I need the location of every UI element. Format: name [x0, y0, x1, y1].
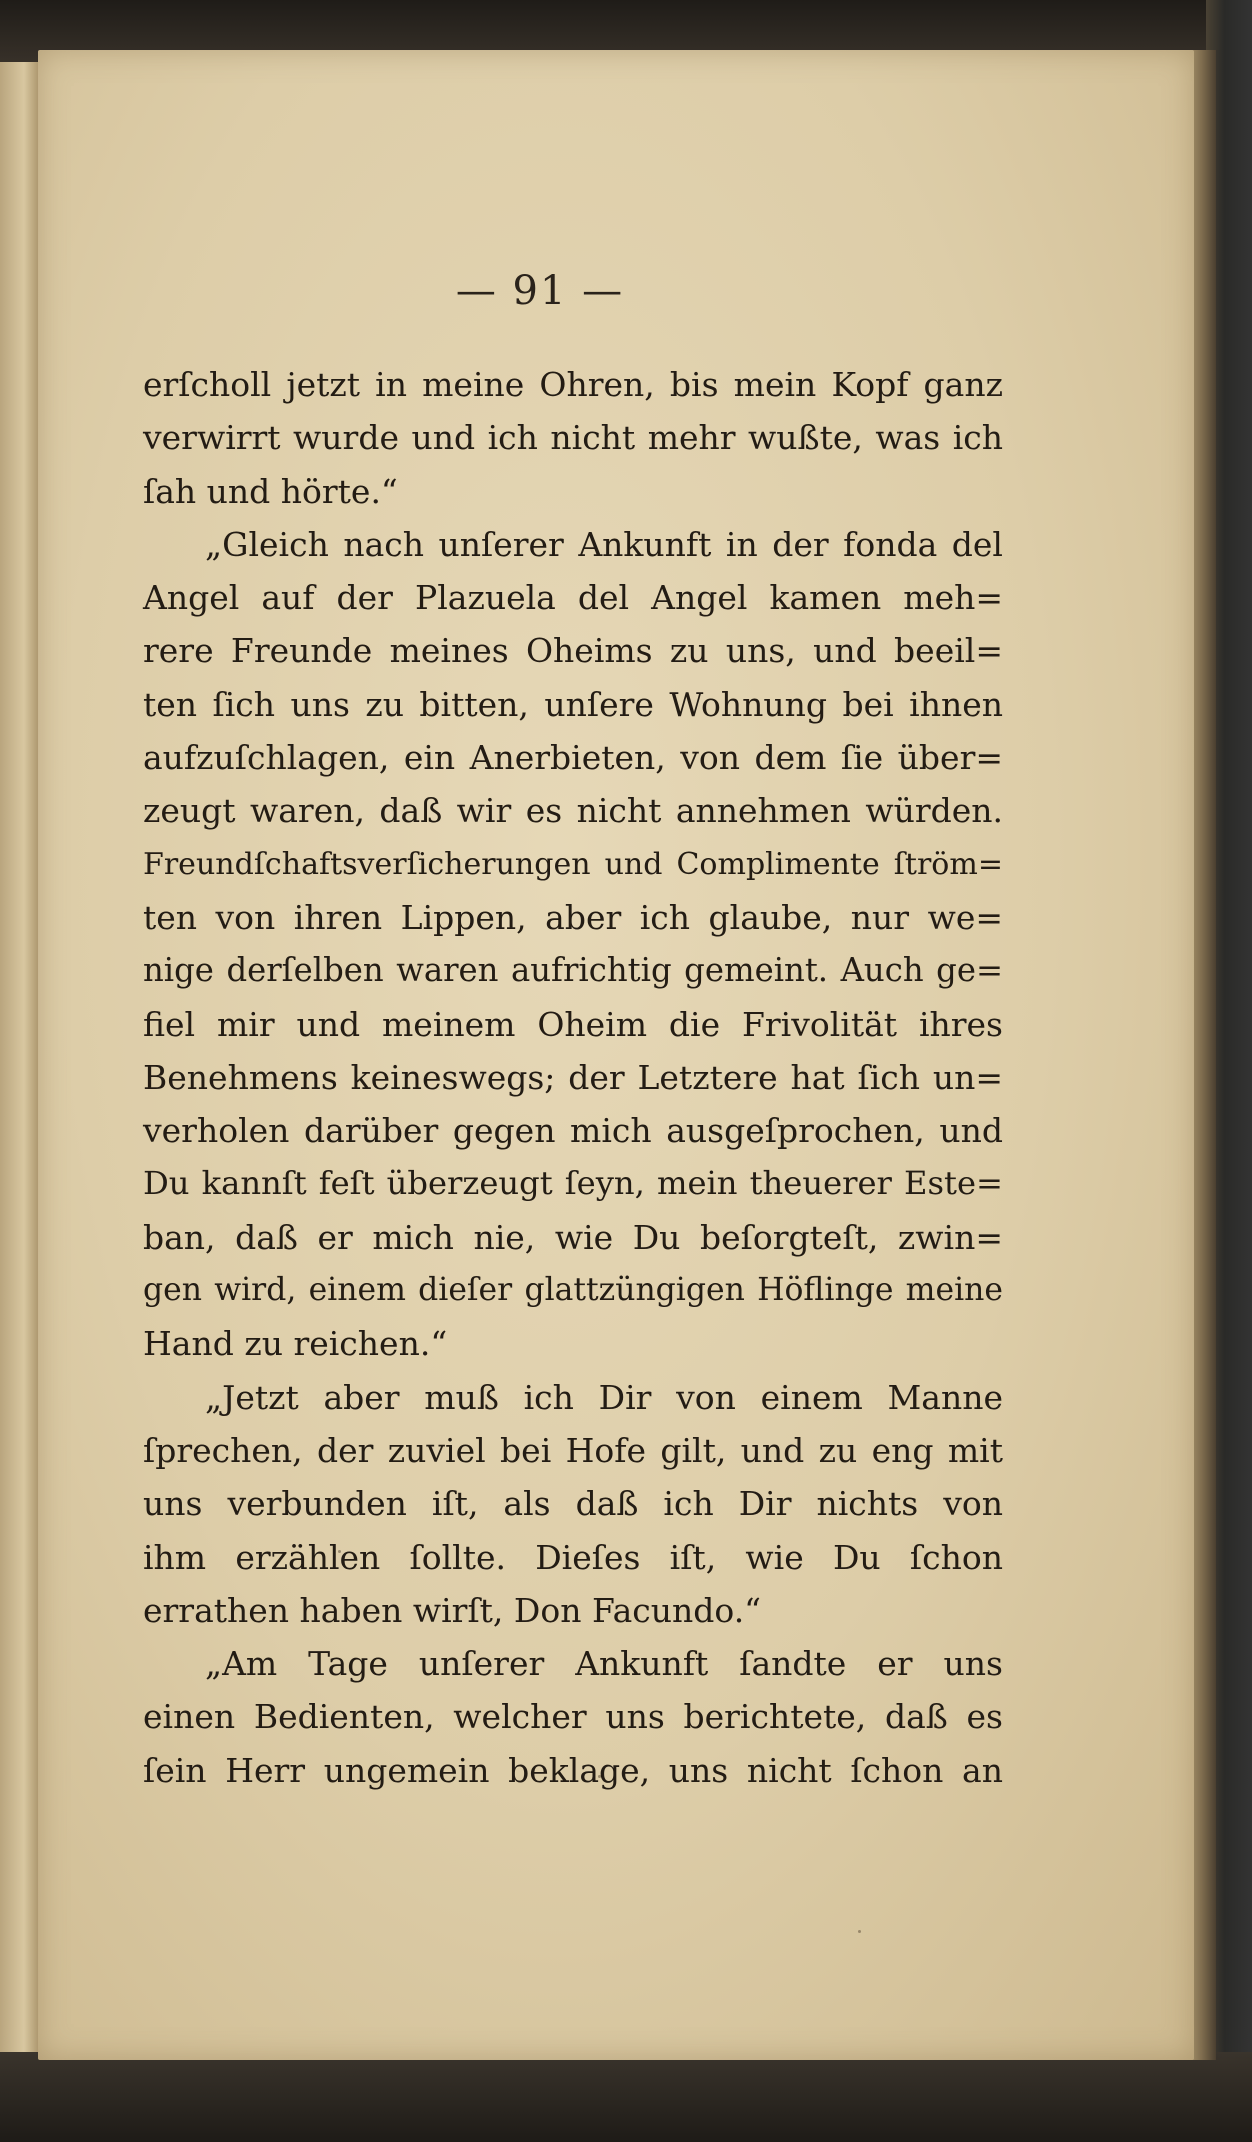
text-line: Angel auf der Plazuela del Angel kamen meh= [143, 578, 1003, 618]
text-line: rere Freunde meines Oheims zu uns, und beeil= [143, 631, 1003, 671]
text-line: fiel mir und meinem Oheim die Frivolität ihres [143, 1004, 1003, 1044]
text-line: verwirrt wurde und ich nicht mehr wußte, was ich [143, 418, 1003, 458]
text-line: zeugt waren, daß wir es nicht annehmen würden. [143, 791, 1003, 831]
text-line: ihm erzählen ſollte. Dieſes iſt, wie Du ſchon [143, 1537, 1003, 1577]
paper-speck [858, 1930, 861, 1933]
text-line: Freundſchaftsverſicherungen und Complimente ſtröm= [143, 846, 1003, 882]
text-line: „Gleich nach unſerer Ankunft in der fonda del [205, 524, 1003, 564]
text-line: gen wird, einem dieſer glattzüngigen Höflinge meine [143, 1272, 1003, 1309]
text-line: nige derſelben waren aufrichtig gemeint. Auch ge= [143, 951, 1003, 990]
book-cover-bottom [0, 2052, 1252, 2142]
text-line: ten ſich uns zu bitten, unſere Wohnung bei ihnen [143, 684, 1003, 724]
text-line: Hand zu reichen.“ [143, 1324, 448, 1364]
text-line: ſprechen, der zuviel bei Hofe gilt, und zu eng mit [143, 1430, 1003, 1470]
page-number: — 91 — [455, 268, 625, 314]
text-line: ſein Herr ungemein beklage, uns nicht ſchon an [143, 1750, 1003, 1790]
text-line: Du kannſt feſt überzeugt ſeyn, mein theuerer Este= [143, 1164, 1003, 1203]
text-line: ten von ihren Lippen, aber ich glaube, nur we= [143, 897, 1003, 937]
text-line: ſah und hörte.“ [143, 471, 398, 511]
facing-page-edge [0, 62, 40, 2052]
text-line: errathen haben wirſt, Don Facundo.“ [143, 1590, 762, 1630]
body-text [143, 358, 1003, 1797]
text-line: verholen darüber gegen mich ausgeſprochen, und [143, 1111, 1003, 1151]
text-line: aufzuſchlagen, ein Anerbieten, von dem ſie über= [143, 738, 1003, 778]
text-line: „Am Tage unſerer Ankunft ſandte er uns [205, 1644, 1003, 1684]
text-line: einen Bedienten, welcher uns berichtete, daß es [143, 1697, 1003, 1737]
text-line: Benehmens keineswegs; der Letztere hat ſich un= [143, 1057, 1003, 1097]
text-line: ban, daß er mich nie, wie Du beſorgteſt, zwin= [143, 1217, 1003, 1257]
text-line: uns verbunden iſt, als daß ich Dir nichts von [143, 1484, 1003, 1524]
text-line: erſcholl jetzt in meine Ohren, bis mein Kopf ganz [143, 365, 1003, 404]
text-line: „Jetzt aber muß ich Dir von einem Manne [205, 1377, 1003, 1417]
